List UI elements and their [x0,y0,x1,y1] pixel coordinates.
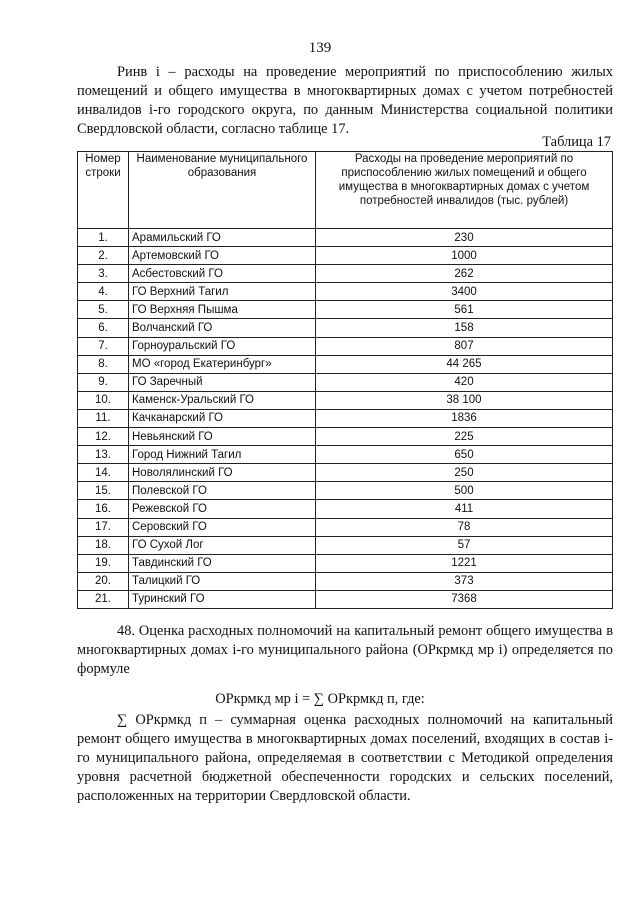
expense-value: 250 [316,464,613,482]
table-caption: Таблица 17 [542,134,611,150]
formula: ОРкрмкд мр i = ∑ ОРкрмкд п, где: [215,691,425,707]
header-number: Номер строки [78,152,129,229]
municipality-name: Каменск-Уральский ГО [129,391,316,409]
table-row [78,373,613,391]
table-row [78,301,613,319]
municipality-name: Горноуральский ГО [129,337,316,355]
municipality-name: Полевской ГО [129,482,316,500]
municipality-name: Туринский ГО [129,590,316,608]
row-number: 8. [78,355,129,373]
table-row [78,428,613,446]
expense-value: 807 [316,337,613,355]
row-number: 18. [78,536,129,554]
municipality-name: МО «город Екатеринбург» [129,355,316,373]
expense-value: 1836 [316,409,613,427]
municipality-name: Талицкий ГО [129,572,316,590]
expense-value: 38 100 [316,391,613,409]
expense-value: 225 [316,428,613,446]
expense-value: 411 [316,500,613,518]
table-row [78,283,613,301]
row-number: 1. [78,229,129,247]
municipality-name: Режевской ГО [129,500,316,518]
table-row [78,319,613,337]
municipality-name: Серовский ГО [129,518,316,536]
table-row [78,247,613,265]
row-number: 2. [78,247,129,265]
expense-value: 44 265 [316,355,613,373]
expense-value: 158 [316,319,613,337]
municipality-name: Невьянский ГО [129,428,316,446]
municipality-name: Новолялинский ГО [129,464,316,482]
table-row [78,536,613,554]
expense-value: 373 [316,572,613,590]
expense-value: 561 [316,301,613,319]
row-number: 4. [78,283,129,301]
table-row [78,265,613,283]
municipality-name: Тавдинский ГО [129,554,316,572]
municipality-name: ГО Верхний Тагил [129,283,316,301]
row-number: 17. [78,518,129,536]
row-number: 6. [78,319,129,337]
row-number: 19. [78,554,129,572]
table-row [78,409,613,427]
row-number: 12. [78,428,129,446]
row-number: 7. [78,337,129,355]
header-expenses: Расходы на проведение мероприятий по приспособлению жилых помещений и общего имущества в многоквартирных домах с учетом потребностей инвалидов (тыс. рублей) [316,152,613,229]
expense-value: 57 [316,536,613,554]
municipality-name: Асбестовский ГО [129,265,316,283]
row-number: 11. [78,409,129,427]
definition-paragraph: ∑ ОРкрмкд п – суммарная оценка расходных полномочий на капитальный ремонт общего имущества в многоквартирных домах поселений, входящих в состав i-го муниципального района, определяемая в соответствии с Методикой определения уровня расчетной бюджетной обеспеченности городских и сельских поселений, расположенных на территории Свердловской области. [77,712,613,804]
table-row [78,554,613,572]
expense-value: 1221 [316,554,613,572]
table-row [78,446,613,464]
paragraph-48: 48. Оценка расходных полномочий на капитальный ремонт общего имущества в многоквартирных домах i-го муниципального района (ОРкрмкд мр i) определяется по формуле [77,623,613,677]
table-row [78,590,613,608]
table-row [78,500,613,518]
municipality-name: ГО Заречный [129,373,316,391]
municipality-name: Арамильский ГО [129,229,316,247]
intro-paragraph: Ринв i – расходы на проведение мероприятий по приспособлению жилых помещений и общего имущества в многоквартирных домах с учетом потребностей инвалидов i-го городского округа, по данным Министерства социальной политики Свердловской области, согласно таблице 17. [77,64,613,137]
expense-value: 7368 [316,590,613,608]
row-number: 5. [78,301,129,319]
table-header-row [78,152,613,229]
table-row [78,337,613,355]
row-number: 9. [78,373,129,391]
table-row [78,355,613,373]
expense-value: 650 [316,446,613,464]
table-row [78,572,613,590]
table-row [78,482,613,500]
table-row [78,229,613,247]
row-number: 16. [78,500,129,518]
expenses-table [77,151,613,609]
table-body [78,229,613,609]
page-number: 139 [308,40,332,56]
expense-value: 420 [316,373,613,391]
expense-value: 78 [316,518,613,536]
expense-value: 230 [316,229,613,247]
row-number: 21. [78,590,129,608]
row-number: 13. [78,446,129,464]
table-row [78,464,613,482]
municipality-name: Волчанский ГО [129,319,316,337]
municipality-name: Качканарский ГО [129,409,316,427]
row-number: 3. [78,265,129,283]
table-row [78,518,613,536]
expense-value: 1000 [316,247,613,265]
expense-value: 3400 [316,283,613,301]
row-number: 10. [78,391,129,409]
municipality-name: ГО Верхняя Пышма [129,301,316,319]
row-number: 15. [78,482,129,500]
municipality-name: Город Нижний Тагил [129,446,316,464]
row-number: 14. [78,464,129,482]
header-name: Наименование муниципального образования [129,152,316,229]
municipality-name: Артемовский ГО [129,247,316,265]
expense-value: 262 [316,265,613,283]
table-row [78,391,613,409]
row-number: 20. [78,572,129,590]
expense-value: 500 [316,482,613,500]
municipality-name: ГО Сухой Лог [129,536,316,554]
